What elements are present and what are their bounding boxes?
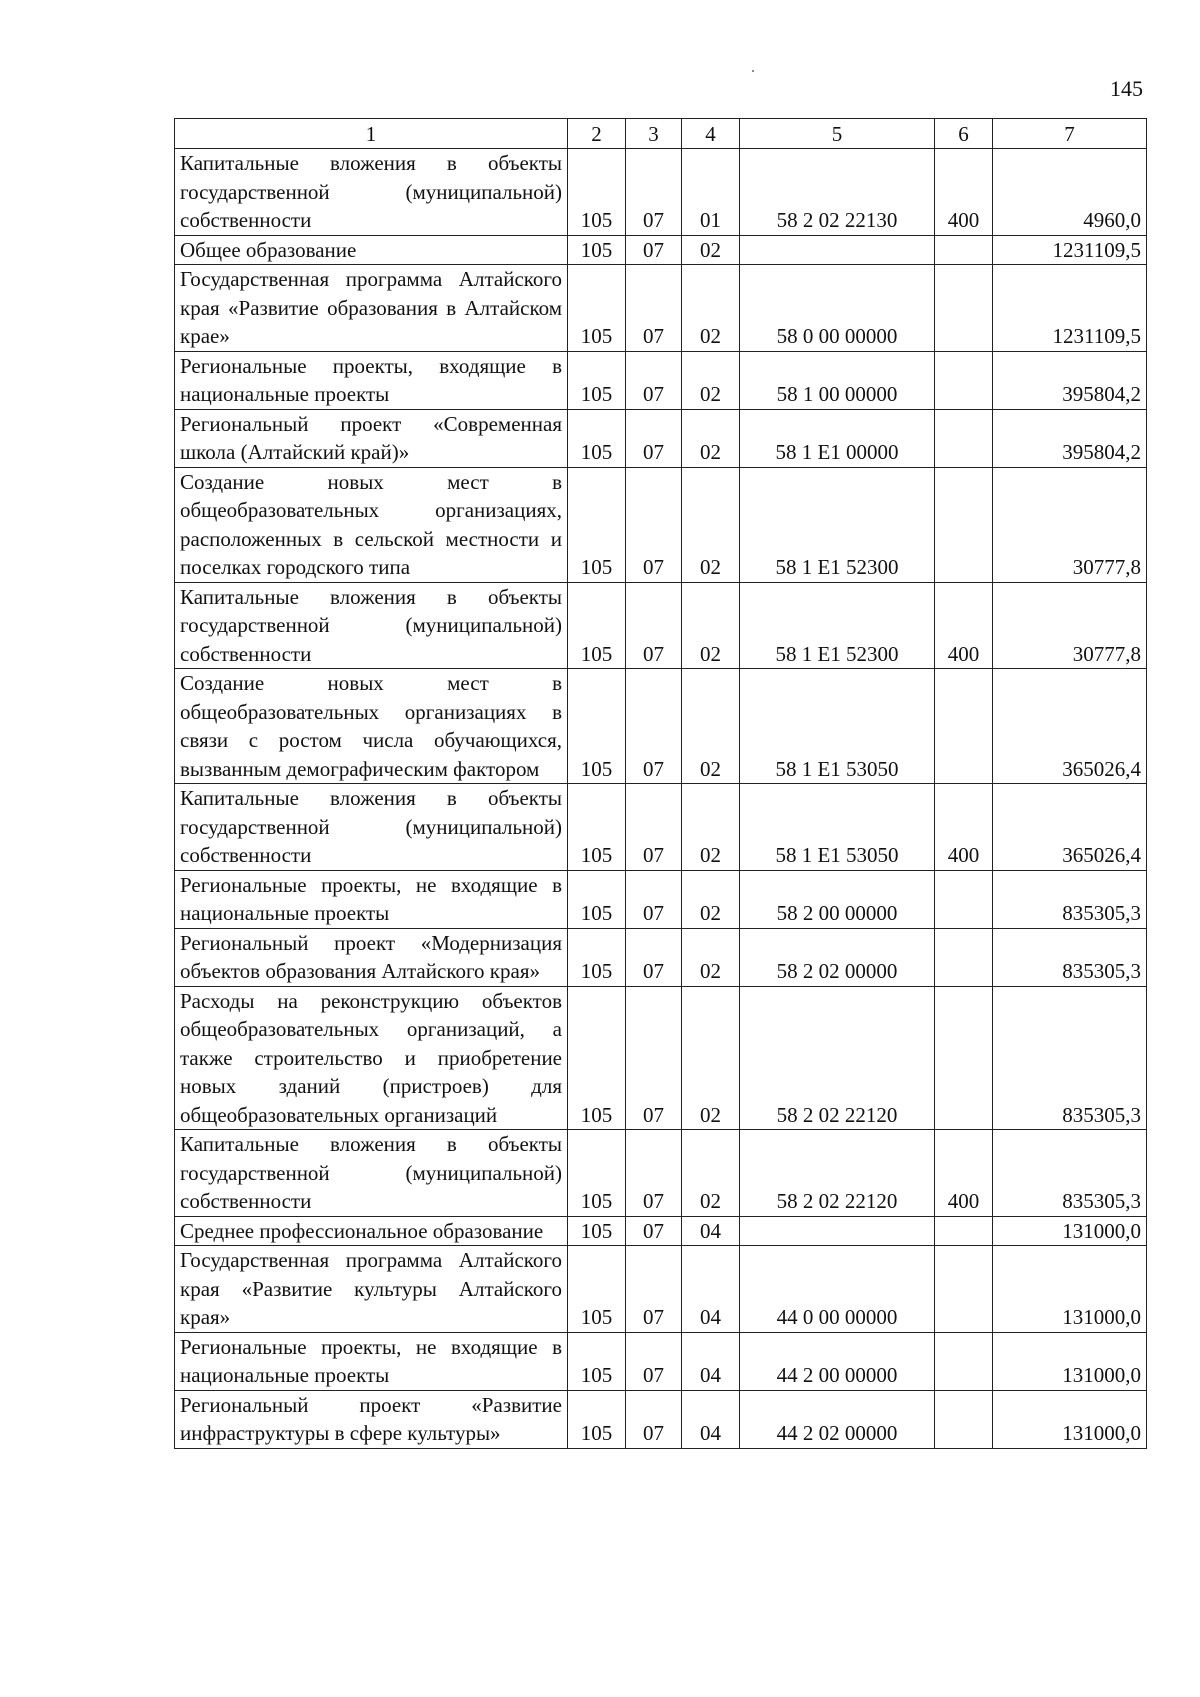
- table-row: [175, 986, 1147, 1130]
- table-row: [175, 467, 1147, 582]
- row-code-4: 02: [682, 870, 740, 928]
- row-expense-type: [935, 928, 993, 986]
- header-cell: 4: [682, 119, 740, 149]
- row-amount: 395804,2: [993, 409, 1147, 467]
- row-code-4: 02: [682, 351, 740, 409]
- row-name: Капитальные вложения в объекты государственной (муниципальной) собственности: [175, 784, 568, 871]
- row-amount: 835305,3: [993, 870, 1147, 928]
- row-code-4: 02: [682, 265, 740, 352]
- row-code-4: 02: [682, 235, 740, 265]
- table-row: [175, 1390, 1147, 1448]
- table-row: [175, 784, 1147, 871]
- header-cell: 5: [740, 119, 935, 149]
- row-amount: 30777,8: [993, 582, 1147, 669]
- row-expense-type: [935, 1332, 993, 1390]
- row-target-code: 58 1 00 00000: [740, 351, 935, 409]
- row-code-2: 105: [568, 1332, 626, 1390]
- row-expense-type: [935, 235, 993, 265]
- row-amount: 4960,0: [993, 149, 1147, 236]
- row-code-2: 105: [568, 235, 626, 265]
- row-code-2: 105: [568, 351, 626, 409]
- row-code-4: 04: [682, 1390, 740, 1448]
- row-code-3: 07: [626, 351, 682, 409]
- row-name: Расходы на реконструкцию объектов общеобразовательных организаций, а также строительство и приобретение новых зданий (пристроев) для общеобразовательных организаций: [175, 986, 568, 1130]
- row-expense-type: [935, 1216, 993, 1246]
- row-code-4: 04: [682, 1332, 740, 1390]
- row-name: Государственная программа Алтайского края «Развитие культуры Алтайского края»: [175, 1246, 568, 1333]
- header-row: [175, 119, 1147, 149]
- row-code-4: 02: [682, 986, 740, 1130]
- header-cell: 2: [568, 119, 626, 149]
- row-target-code: 44 0 00 00000: [740, 1246, 935, 1333]
- row-amount: 30777,8: [993, 467, 1147, 582]
- row-code-2: 105: [568, 928, 626, 986]
- table-row: [175, 409, 1147, 467]
- row-expense-type: [935, 351, 993, 409]
- row-target-code: 58 1 E1 52300: [740, 582, 935, 669]
- row-target-code: 58 1 E1 00000: [740, 409, 935, 467]
- row-expense-type: 400: [935, 149, 993, 236]
- row-name: Региональный проект «Современная школа (Алтайский край)»: [175, 409, 568, 467]
- row-expense-type: [935, 265, 993, 352]
- row-name: Создание новых мест в общеобразовательных организациях в связи с ростом числа обучающихся, вызванным демографическим фактором: [175, 669, 568, 784]
- row-name: Региональный проект «Модернизация объектов образования Алтайского края»: [175, 928, 568, 986]
- row-target-code: 44 2 00 00000: [740, 1332, 935, 1390]
- row-name: Региональные проекты, не входящие в национальные проекты: [175, 870, 568, 928]
- row-code-2: 105: [568, 669, 626, 784]
- row-name: Капитальные вложения в объекты государственной (муниципальной) собственности: [175, 582, 568, 669]
- row-name: Общее образование: [175, 235, 568, 265]
- row-code-2: 105: [568, 409, 626, 467]
- table-row: [175, 265, 1147, 352]
- row-amount: 835305,3: [993, 986, 1147, 1130]
- row-expense-type: [935, 1390, 993, 1448]
- row-code-4: 02: [682, 669, 740, 784]
- row-code-4: 02: [682, 409, 740, 467]
- row-code-3: 07: [626, 235, 682, 265]
- row-name: Создание новых мест в общеобразовательных организациях, расположенных в сельской местности и поселках городского типа: [175, 467, 568, 582]
- row-code-3: 07: [626, 1130, 682, 1217]
- row-expense-type: 400: [935, 582, 993, 669]
- row-target-code: 58 2 00 00000: [740, 870, 935, 928]
- row-code-3: 07: [626, 1332, 682, 1390]
- row-code-3: 07: [626, 149, 682, 236]
- row-code-3: 07: [626, 986, 682, 1130]
- row-amount: 131000,0: [993, 1246, 1147, 1333]
- page-number: 145: [1110, 76, 1143, 101]
- row-code-4: 02: [682, 928, 740, 986]
- row-amount: 131000,0: [993, 1332, 1147, 1390]
- row-target-code: 58 2 02 22120: [740, 1130, 935, 1217]
- row-amount: 365026,4: [993, 784, 1147, 871]
- row-code-3: 07: [626, 870, 682, 928]
- header-cell: 6: [935, 119, 993, 149]
- row-code-4: 02: [682, 1130, 740, 1217]
- table-row: [175, 351, 1147, 409]
- row-amount: 835305,3: [993, 928, 1147, 986]
- row-name: Капитальные вложения в объекты государственной (муниципальной) собственности: [175, 149, 568, 236]
- row-code-3: 07: [626, 1246, 682, 1333]
- row-target-code: 58 1 E1 53050: [740, 784, 935, 871]
- row-code-2: 105: [568, 870, 626, 928]
- table-row: [175, 235, 1147, 265]
- row-code-4: 04: [682, 1246, 740, 1333]
- row-expense-type: [935, 986, 993, 1130]
- budget-table: [174, 118, 1147, 1449]
- row-amount: 835305,3: [993, 1130, 1147, 1217]
- table-row: [175, 1216, 1147, 1246]
- row-name: Региональный проект «Развитие инфраструктуры в сфере культуры»: [175, 1390, 568, 1448]
- row-name: Государственная программа Алтайского края «Развитие образования в Алтайском крае»: [175, 265, 568, 352]
- header-cell: 1: [175, 119, 568, 149]
- row-expense-type: [935, 669, 993, 784]
- row-code-3: 07: [626, 928, 682, 986]
- row-amount: 131000,0: [993, 1216, 1147, 1246]
- row-code-2: 105: [568, 1390, 626, 1448]
- row-target-code: 58 2 02 00000: [740, 928, 935, 986]
- row-code-4: 02: [682, 784, 740, 871]
- table-row: [175, 928, 1147, 986]
- table-row: [175, 149, 1147, 236]
- row-name: Среднее профессиональное образование: [175, 1216, 568, 1246]
- row-expense-type: [935, 1246, 993, 1333]
- row-expense-type: [935, 467, 993, 582]
- row-code-2: 105: [568, 265, 626, 352]
- row-code-3: 07: [626, 467, 682, 582]
- row-code-2: 105: [568, 1130, 626, 1217]
- table-row: [175, 1130, 1147, 1217]
- row-code-3: 07: [626, 582, 682, 669]
- table-row: [175, 582, 1147, 669]
- row-expense-type: [935, 409, 993, 467]
- row-amount: 365026,4: [993, 669, 1147, 784]
- row-target-code: 44 2 02 00000: [740, 1390, 935, 1448]
- row-code-4: 02: [682, 582, 740, 669]
- row-amount: 1231109,5: [993, 235, 1147, 265]
- row-code-2: 105: [568, 149, 626, 236]
- table-row: [175, 1246, 1147, 1333]
- row-code-2: 105: [568, 1216, 626, 1246]
- row-code-4: 04: [682, 1216, 740, 1246]
- row-code-2: 105: [568, 784, 626, 871]
- row-expense-type: 400: [935, 1130, 993, 1217]
- table-row: [175, 1332, 1147, 1390]
- row-name: Капитальные вложения в объекты государственной (муниципальной) собственности: [175, 1130, 568, 1217]
- row-amount: 395804,2: [993, 351, 1147, 409]
- header-cell: 7: [993, 119, 1147, 149]
- row-code-2: 105: [568, 467, 626, 582]
- row-amount: 131000,0: [993, 1390, 1147, 1448]
- row-target-code: [740, 1216, 935, 1246]
- table-row: [175, 870, 1147, 928]
- row-target-code: 58 1 E1 52300: [740, 467, 935, 582]
- row-expense-type: 400: [935, 784, 993, 871]
- row-code-4: 02: [682, 467, 740, 582]
- row-code-2: 105: [568, 986, 626, 1130]
- row-code-4: 01: [682, 149, 740, 236]
- row-amount: 1231109,5: [993, 265, 1147, 352]
- row-name: Региональные проекты, входящие в национальные проекты: [175, 351, 568, 409]
- row-name: Региональные проекты, не входящие в национальные проекты: [175, 1332, 568, 1390]
- row-target-code: 58 2 02 22120: [740, 986, 935, 1130]
- row-target-code: 58 0 00 00000: [740, 265, 935, 352]
- row-code-3: 07: [626, 669, 682, 784]
- header-cell: 3: [626, 119, 682, 149]
- row-target-code: [740, 235, 935, 265]
- row-code-2: 105: [568, 1246, 626, 1333]
- scan-speck: [752, 70, 754, 72]
- table-row: [175, 669, 1147, 784]
- row-code-3: 07: [626, 409, 682, 467]
- row-expense-type: [935, 870, 993, 928]
- row-code-2: 105: [568, 582, 626, 669]
- row-target-code: 58 1 E1 53050: [740, 669, 935, 784]
- row-code-3: 07: [626, 1390, 682, 1448]
- row-code-3: 07: [626, 265, 682, 352]
- table-body: [175, 149, 1147, 1449]
- row-code-3: 07: [626, 1216, 682, 1246]
- row-target-code: 58 2 02 22130: [740, 149, 935, 236]
- row-code-3: 07: [626, 784, 682, 871]
